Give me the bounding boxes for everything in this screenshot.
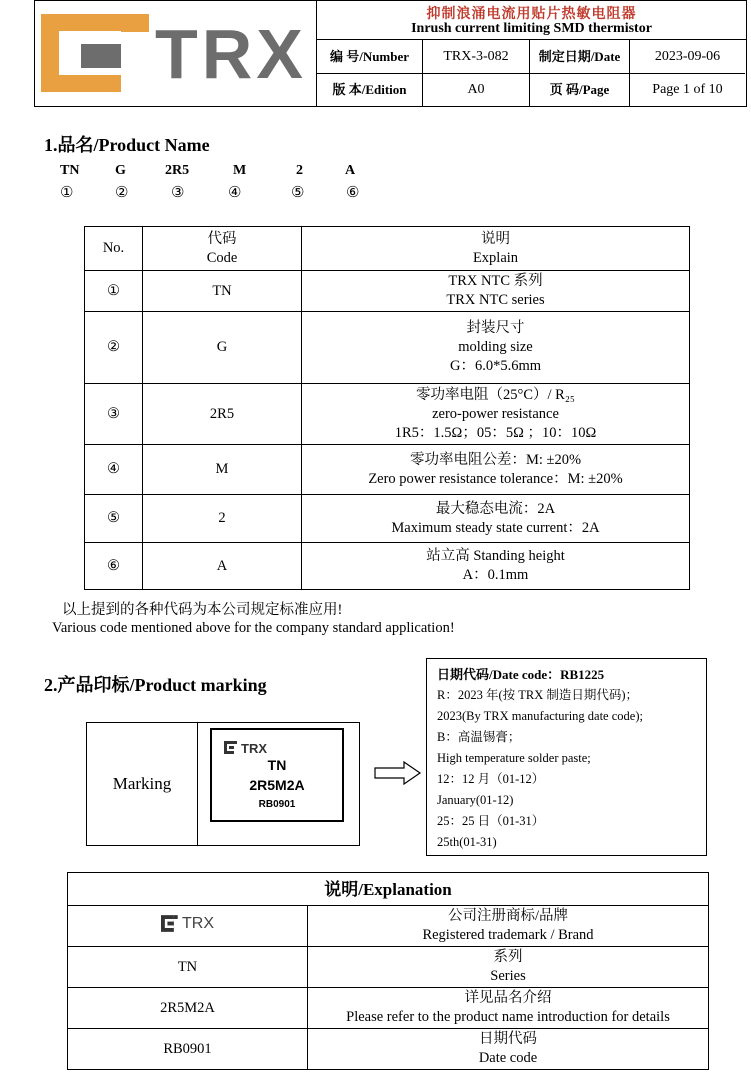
circled-4: ④ xyxy=(228,185,242,201)
explain-line: zero-power resistance xyxy=(432,405,559,422)
brand-logo-icon xyxy=(161,915,179,932)
header-no: No. xyxy=(85,227,143,271)
explain-line: 最大稳态电流：2A xyxy=(435,500,556,517)
explanation-cn: 系列 xyxy=(493,949,523,965)
explain-line: G：6.0*5.6mm xyxy=(449,358,542,374)
table-header-row xyxy=(85,227,690,271)
table-row xyxy=(85,543,690,590)
date-code-line: 25：25 日（01-31） xyxy=(437,814,545,828)
chip-outline xyxy=(210,728,344,822)
row-no: ③ xyxy=(85,384,143,445)
explain-line: 封装尺寸 xyxy=(466,320,525,336)
header-explain-en: Explain xyxy=(472,249,519,266)
marking-label: Marking xyxy=(87,723,198,845)
row-code: TN xyxy=(143,271,302,312)
explain-line: TRX NTC series xyxy=(446,292,545,308)
code-tn: TN xyxy=(60,163,80,178)
explanation-en: Registered trademark / Brand xyxy=(422,927,594,943)
date-code-line: R：2023 年(按 TRX 制造日期代码)； xyxy=(437,688,639,702)
date-code-line: January(01-12) xyxy=(437,793,514,807)
date-code-line: High temperature solder paste; xyxy=(437,751,591,765)
brand-logo-text: TRX xyxy=(182,915,214,932)
explanation-en: Series xyxy=(490,968,526,984)
explain-line: 站立高 Standing height xyxy=(426,548,565,564)
code-2: 2 xyxy=(296,163,303,178)
code-2r5: 2R5 xyxy=(165,163,190,178)
explain-line: Zero power resistance tolerance：M: ±20% xyxy=(368,470,623,487)
date-code-line: B：高温锡膏； xyxy=(437,730,521,744)
page-label: 页 码/Page xyxy=(530,73,630,106)
code-g: G xyxy=(115,163,126,178)
date-code-line: 25th(01-31) xyxy=(437,835,497,849)
table-row xyxy=(85,312,690,384)
section2-title: 2.产品印标/Product marking xyxy=(44,675,267,695)
title-english: Inrush current limiting SMD thermistor xyxy=(411,21,652,36)
marking-diagram xyxy=(86,722,360,846)
header-explain-cn: 说明 xyxy=(481,230,510,247)
row-no: ① xyxy=(85,271,143,312)
edition-label: 版 本/Edition xyxy=(317,73,423,106)
row-explain xyxy=(302,543,690,590)
chip-line-date: RB0901 xyxy=(258,799,296,810)
row-explain xyxy=(302,495,690,543)
header-logo-cell xyxy=(35,1,317,106)
circled-2: ② xyxy=(115,185,129,201)
table-row xyxy=(68,988,709,1029)
explanation-value xyxy=(308,947,709,988)
row-no: ④ xyxy=(85,445,143,495)
explanation-cn: 公司注册商标/品牌 xyxy=(447,908,569,924)
explanation-title: 说明/Explanation xyxy=(68,873,709,906)
explain-line: 零功率电阻公差：M: ±20% xyxy=(409,451,582,468)
date-code-title: 日期代码/Date code：RB1225 xyxy=(437,667,605,682)
row-code: M xyxy=(143,445,302,495)
explanation-key: 2R5M2A xyxy=(68,988,308,1029)
table-row xyxy=(85,495,690,543)
number-value: TRX-3-082 xyxy=(423,40,530,74)
note-english: Various code mentioned above for the company standard application! xyxy=(52,620,455,636)
explanation-header-row xyxy=(68,873,709,906)
arrow-right-icon xyxy=(374,761,422,785)
row-explain xyxy=(302,312,690,384)
explain-line: A：0.1mm xyxy=(462,567,529,583)
trx-logo-icon xyxy=(41,14,153,92)
date-label: 制定日期/Date xyxy=(530,40,630,74)
row-no: ② xyxy=(85,312,143,384)
explanation-cn: 日期代码 xyxy=(479,1031,537,1047)
page-value: Page 1 of 10 xyxy=(652,82,723,97)
note-chinese: 以上提到的各种代码为本公司规定标准应用! xyxy=(62,602,343,618)
date-code-line: 12：12 月（01-12） xyxy=(437,772,545,786)
title-chinese: 抑制浪涌电流用贴片热敏电阻器 xyxy=(426,7,637,22)
row-explain xyxy=(302,445,690,495)
explain-line: molding size xyxy=(458,339,533,355)
chip-line-code: 2R5M2A xyxy=(249,777,305,793)
table-row xyxy=(68,947,709,988)
code-m: M xyxy=(233,163,247,178)
circled-5: ⑤ xyxy=(291,185,305,201)
row-code: 2 xyxy=(143,495,302,543)
document-header xyxy=(34,0,747,107)
explain-line: TRX NTC 系列 xyxy=(448,273,543,289)
chip-line-series: TN xyxy=(267,757,287,773)
explanation-key-logo xyxy=(68,906,308,947)
header-code-en: Code xyxy=(206,249,238,266)
date-code-box xyxy=(426,658,707,856)
product-name-table xyxy=(84,226,690,590)
explain-line: Maximum steady state current：2A xyxy=(391,519,600,536)
code-a: A xyxy=(345,163,356,178)
explanation-en: Please refer to the product name introduction for details xyxy=(346,1009,670,1025)
number-label: 编 号/Number xyxy=(317,40,423,74)
table-row xyxy=(85,445,690,495)
row-code: G xyxy=(143,312,302,384)
explain-line: 1R5：1.5Ω；05：5Ω ；10：10Ω xyxy=(394,424,597,441)
header-explain xyxy=(302,227,690,271)
circled-1: ① xyxy=(60,185,74,201)
table-row xyxy=(68,906,709,947)
table-row xyxy=(85,271,690,312)
chip-logo-icon xyxy=(224,741,238,754)
table-row xyxy=(85,384,690,445)
row-code: A xyxy=(143,543,302,590)
row-no: ⑤ xyxy=(85,495,143,543)
explanation-value xyxy=(308,906,709,947)
circled-6: ⑥ xyxy=(346,185,360,201)
explanation-en: Date code xyxy=(478,1050,538,1066)
explanation-table xyxy=(67,872,709,1070)
header-logo-text: TRX xyxy=(155,15,307,93)
row-explain xyxy=(302,384,690,445)
header-code xyxy=(143,227,302,271)
header-title-cell xyxy=(317,1,746,40)
row-explain xyxy=(302,271,690,312)
chip-logo-text: TRX xyxy=(241,741,267,756)
circled-3: ③ xyxy=(171,185,185,201)
explain-line: 零功率电阻（25°C）/ R₂₅ xyxy=(416,386,575,403)
date-code-line: 2023(By TRX manufacturing date code); xyxy=(437,709,643,723)
explanation-value xyxy=(308,1029,709,1070)
date-value: 2023-09-06 xyxy=(630,40,745,74)
table-row xyxy=(68,1029,709,1070)
header-code-cn: 代码 xyxy=(207,230,237,247)
explanation-key: RB0901 xyxy=(68,1029,308,1070)
row-no: ⑥ xyxy=(85,543,143,590)
explanation-key: TN xyxy=(68,947,308,988)
edition-value: A0 xyxy=(423,73,530,106)
explanation-cn: 详见品名介绍 xyxy=(464,990,552,1006)
row-code: 2R5 xyxy=(143,384,302,445)
explanation-value xyxy=(308,988,709,1029)
section1-title: 1.品名/Product Name xyxy=(44,135,210,155)
